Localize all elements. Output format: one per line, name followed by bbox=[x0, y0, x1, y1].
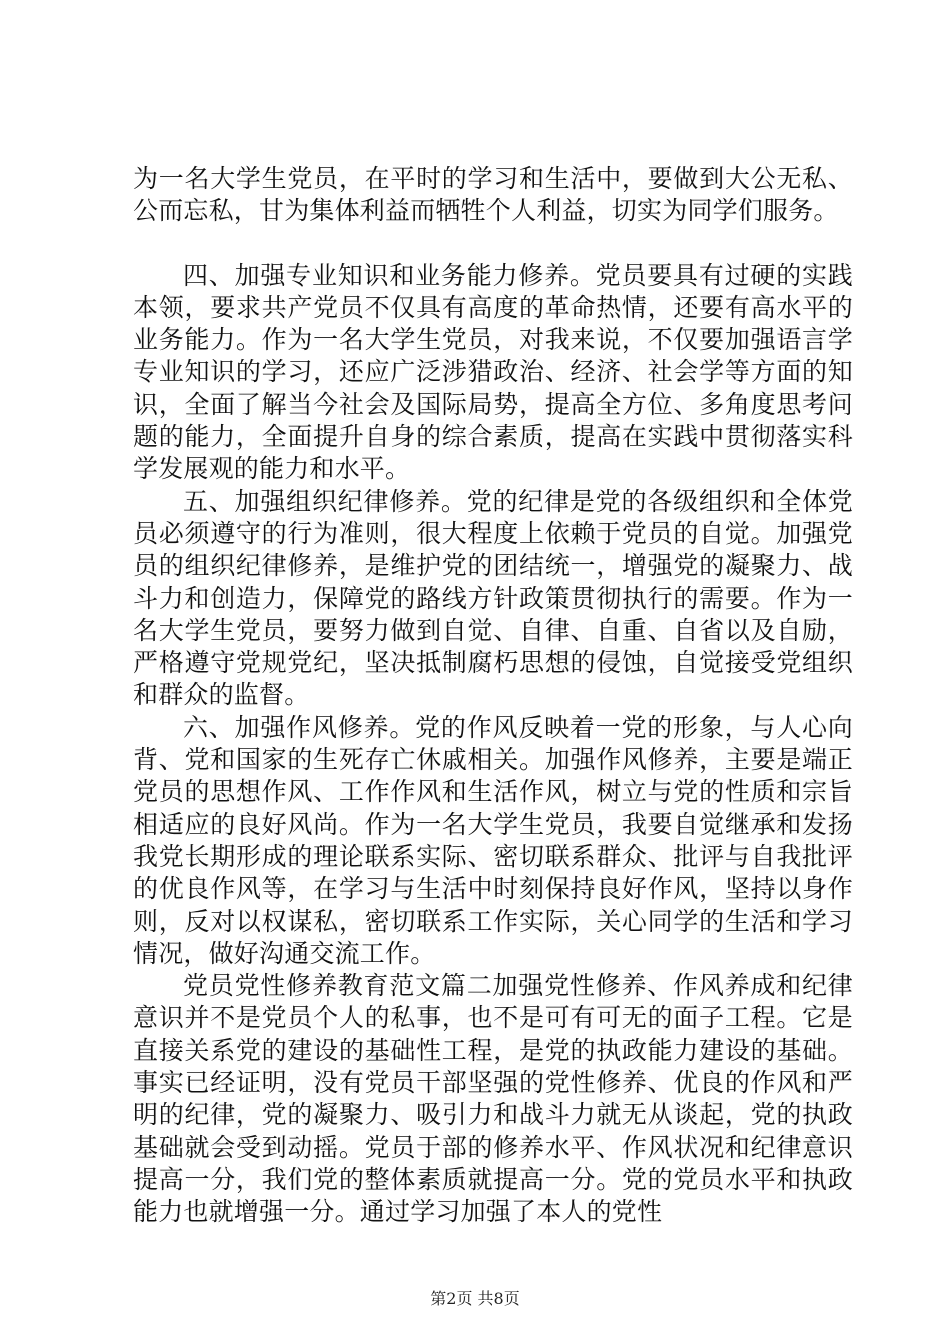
paragraph-article-two: 党员党性修养教育范文篇二加强党性修养、作风养成和纪律意识并不是党员个人的私事，也不是可有可无的面子工程。它是直接关系党的建设的基础性工程，是党的执政能力建设的基础。事实已经证明，没有党员干部坚强的党性修养、优良的作风和严明的纪律，党的凝聚力、吸引力和战斗力就无从谈起，党的执政基础就会受到动摇。党员于部的修养水平、作风状况和纪律意识提高一分，我们党的整体素质就提高一分。党的党员水平和执政能力也就增强一分。通过学习加强了本人的党性 bbox=[133, 971, 853, 1227]
document-body bbox=[133, 163, 853, 1229]
page-number-footer: 第2页 共8页 bbox=[430, 1289, 520, 1308]
paragraph-section-five: 五、加强组织纪律修养。党的纪律是党的各级组织和全体党员必须遵守的行为准则，很大程度上依赖于党员的自觉。加强党员的组织纪律修养，是维护党的团结统一，增强党的凝聚力、战斗力和创造力，保障党的路线方针政策贯彻执行的需要。作为一名大学生党员，要努力做到自觉、自律、自重、自省以及自励，严格遵守党规党纪，坚决抵制腐朽思想的侵蚀，自觉接受党组织和群众的监督。 bbox=[133, 486, 853, 710]
paragraph-section-six: 六、加强作风修养。党的作风反映着一党的形象，与人心向背、党和国家的生死存亡休戚相关。加强作风修养，主要是端正党员的思想作风、工作作风和生活作风，树立与党的性质和宗旨相适应的良好风尚。作为一名大学生党员，我要自觉继承和发扬我党长期形成的理论联系实际、密切联系群众、批评与自我批评的优良作风等，在学习与生活中时刻保持良好作风，坚持以身作则，反对以权谋私，密切联系工作实际，关心同学的生活和学习情况，做好沟通交流工作。 bbox=[133, 712, 853, 968]
paragraph-section-four: 四、加强专业知识和业务能力修养。党员要具有过硬的实践本领，要求共产党员不仅具有高度的革命热情，还要有高水平的业务能力。作为一名大学生党员，对我来说，不仅要加强语言学专业知识的学习，还应广泛涉猎政治、经济、社会学等方面的知识，全面了解当今社会及国际局势，提高全方位、多角度思考问题的能力，全面提升自身的综合素质，提高在实践中贯彻落实科学发展观的能力和水平。 bbox=[133, 260, 853, 484]
paragraph-continuation: 为一名大学生党员，在平时的学习和生活中，要做到大公无私、公而忘私，甘为集体利益而牺牲个人利益，切实为同学们服务。 bbox=[133, 164, 853, 226]
